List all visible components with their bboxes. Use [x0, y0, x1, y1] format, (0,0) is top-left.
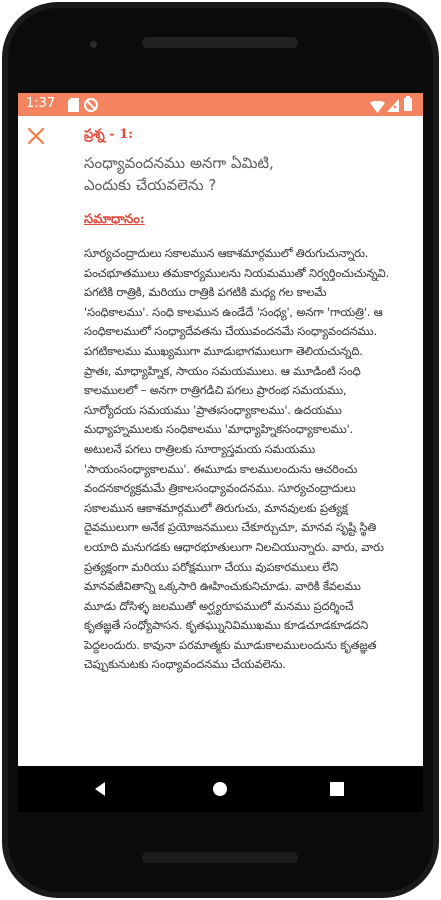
screen	[18, 93, 423, 812]
status-bar	[18, 93, 423, 116]
status-time: 1:37	[26, 96, 56, 111]
answer-text: సూర్యచంద్రాదులు సకాలమున ఆకాశమార్గములో తిరుగుచున్నారు. పంచభూతములు తమకార్యములను నియమముతో నిర్వర్తించుచున్నవి. పగటికి రాత్రికి, మరియు రాత్రికి పగటికి మధ్య గల కాలమే 'సంధికాలము'. సంధి కాలమున ఉండేదే 'సంధ్య', అనగా 'గాయత్రి'. ఆ సంధికాలములో సంధ్యాదేవతను చేయువందనమే సంధ్యావందనము. పగటికాలము ముఖ్యముగా మూడుభాగములుగా తెలియచున్నది. ప్రాతః, మాధ్యాహ్నిక, సాయం సమయములు. ఆ మూడింటి సంధి కాలములలో – అనగా రాత్రిగడిచి పగలు ప్రారంభ సమయము, సూర్యోదయ సమయము 'ప్రాతఃసంధ్యాకాలము'. ఉదయము మధ్యాహ్నములకు సంధికాలము 'మాధ్యాహ్నికసంధ్యాకాలము'. అటులనే పగలు రాత్రిలకు సూర్యాస్తమయ సమయము 'సాయంసంధ్యాకాలము'. ఈమూడు కాలములందును ఆచరించు వందనకార్యక్రమమే త్రికాలసంధ్యావందనము. సూర్యచంద్రాదులు సకాలమున ఆకాశమార్గములో తిరుగుచు, మానవులకు ప్రత్యక్ష దైవములుగా అనేక ప్రయోజనములు చేకూర్చుచూ, మానవ సృష్టి స్థితి లయాది మనుగడకు ఆధారభూతులుగా నిలచియున్నారు. వారు, వారు ప్రత్యక్షంగా మరియు పరోక్షముగా చేయు వుపకారములు లేని మానవజీవితాన్ని ఒక్కసారి ఊహించుకునిచూడు. వారికి కేవలము మూడు దోసిళ్ళ జలముతో అర్ఘ్యరూపములో మనము ప్రదర్శించే కృతజ్ఞతే సంధ్యోపాసన. కృతఘ్నునివిముఖము కూడచూడకూడదని పెద్దలందురు. కావునా పరమాత్మకు మూడుకాలములందును కృతజ్ఞత చెప్పుకునుటకు సంధ్యావందనము చేయవలెను.	[84, 246, 389, 672]
close-icon[interactable]	[26, 126, 46, 146]
home-icon[interactable]	[190, 766, 250, 812]
question-text: సంధ్యావందనము అనగా ఏమిటి, ఎందుకు చేయవలెను ?	[84, 154, 274, 194]
back-icon[interactable]	[70, 766, 130, 812]
signal-icon	[387, 97, 399, 116]
question-label: ప్రశ్న - 1:	[84, 127, 134, 142]
no-sync-icon	[84, 97, 98, 116]
wifi-icon	[370, 98, 385, 117]
sd-card-icon	[68, 97, 79, 116]
answer-label: సమాధానం:	[84, 212, 145, 227]
front-camera	[90, 41, 97, 48]
recents-icon[interactable]	[307, 766, 367, 812]
question-detail	[18, 116, 423, 766]
navigation-bar	[18, 766, 423, 812]
bottom-speaker	[142, 852, 298, 863]
top-speaker	[142, 37, 298, 48]
battery-icon	[404, 96, 412, 115]
